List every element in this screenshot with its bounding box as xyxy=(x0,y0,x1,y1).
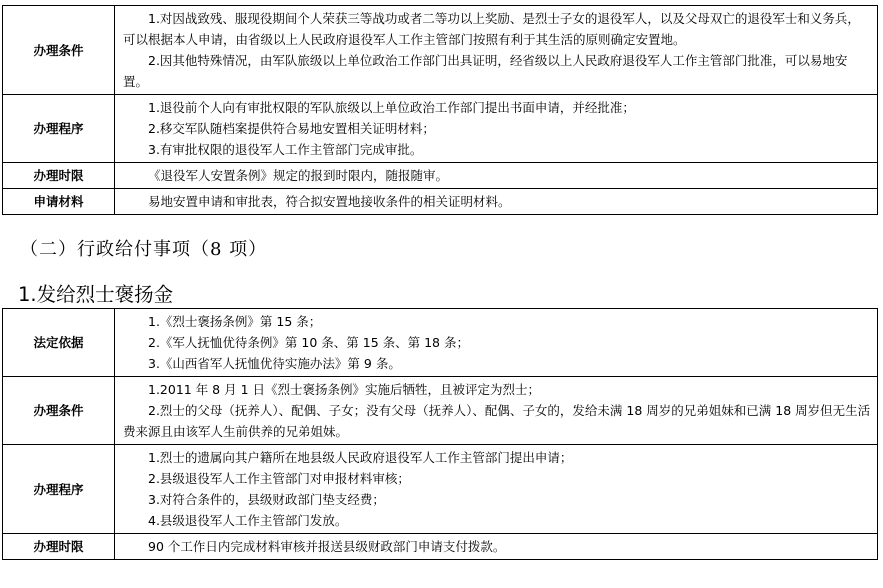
row-content xyxy=(115,445,878,534)
content-line: 1.对因战致残、服现役期间个人荣获三等战功或者二等功以上奖励、是烈士子女的退役军人，以及父母双亡的退役军士和义务兵，可以根据本人申请，由省级以上人民政府退役军人工作主管部门按照有利于其生活的原则确定安置地。 xyxy=(123,11,860,47)
content-line: 1.2011 年 8 月 1 日《烈士褒扬条例》实施后牺牲，且被评定为烈士； xyxy=(148,382,541,397)
content-line: 2.因其他特殊情况，由军队旅级以上单位政治工作部门出具证明，经省级以上人民政府退役军人工作主管部门批准，可以易地安置。 xyxy=(123,53,848,89)
row-label: 办理程序 xyxy=(3,445,115,534)
row-label: 办理时限 xyxy=(3,163,115,189)
content-line: 易地安置申请和审批表，符合拟安置地接收条件的相关证明材料。 xyxy=(148,194,511,209)
content-line: 1.退役前个人向有审批权限的军队旅级以上单位政治工作部门提出书面申请，并经批准； xyxy=(148,100,635,115)
content-line: 2.《军人抚恤优待条例》第 10 条、第 15 条、第 18 条； xyxy=(148,335,469,350)
content-line: 3.有审批权限的退役军人工作主管部门完成审批。 xyxy=(148,142,423,157)
table-row xyxy=(3,445,878,534)
content-line: 90 个工作日内完成材料审核并报送县级财政部门申请支付拨款。 xyxy=(148,539,506,554)
row-content xyxy=(115,95,878,163)
row-label: 办理时限 xyxy=(3,534,115,560)
row-content xyxy=(115,377,878,445)
row-content xyxy=(115,189,878,215)
content-line: 2.移交军队随档案提供符合易地安置相关证明材料； xyxy=(148,121,435,136)
content-line: 3.对符合条件的，县级财政部门垫支经费； xyxy=(148,492,385,507)
conditions-table-relocation xyxy=(2,5,878,215)
table-row xyxy=(3,377,878,445)
table-row xyxy=(3,309,878,377)
row-label: 法定依据 xyxy=(3,309,115,377)
table-row xyxy=(3,95,878,163)
table-row xyxy=(3,534,878,560)
table-row xyxy=(3,6,878,95)
content-line: 3.《山西省军人抚恤优待实施办法》第 9 条。 xyxy=(148,356,401,371)
row-label: 申请材料 xyxy=(3,189,115,215)
row-label: 办理条件 xyxy=(3,6,115,95)
sub-heading: 1.发给烈士褒扬金 xyxy=(18,283,174,306)
row-content xyxy=(115,6,878,95)
content-line: 《退役军人安置条例》规定的报到时限内，随报随审。 xyxy=(148,168,449,183)
content-line: 4.县级退役军人工作主管部门发放。 xyxy=(148,513,348,528)
table-row xyxy=(3,189,878,215)
section-heading: （二）行政给付事项（8 项） xyxy=(20,239,268,260)
row-label: 办理条件 xyxy=(3,377,115,445)
content-line: 2.烈士的父母（抚养人）、配偶、子女；没有父母（抚养人）、配偶、子女的，发给未满 18 周岁的兄弟姐妹和已满 18 周岁但无生活费来源且由该军人生前供养的兄弟姐妹。 xyxy=(123,403,871,439)
row-content xyxy=(115,309,878,377)
martyr-allowance-table xyxy=(2,308,878,560)
row-label: 办理程序 xyxy=(3,95,115,163)
row-content xyxy=(115,163,878,189)
content-line: 2.县级退役军人工作主管部门对申报材料审核； xyxy=(148,471,410,486)
row-content xyxy=(115,534,878,560)
content-line: 1.《烈士褒扬条例》第 15 条； xyxy=(148,314,322,329)
content-line: 1.烈士的遗属向其户籍所在地县级人民政府退役军人工作主管部门提出申请； xyxy=(148,450,573,465)
table-row xyxy=(3,163,878,189)
